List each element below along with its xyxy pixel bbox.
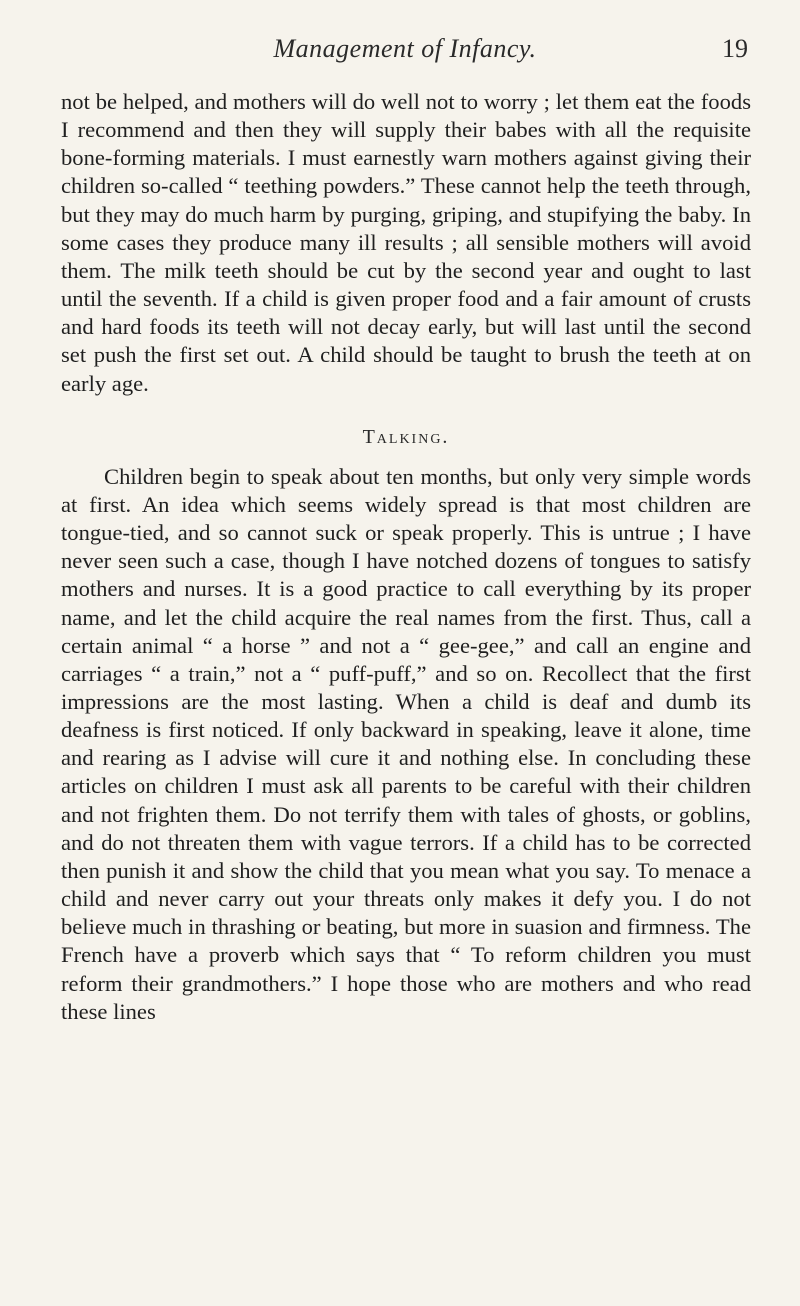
page-number: 19 bbox=[722, 34, 748, 63]
running-title: Management of Infancy. bbox=[273, 34, 537, 63]
body-text bbox=[61, 88, 751, 1026]
paragraph-teething: not be helped, and mothers will do well not to worry ; let them eat the foods I recommend and then they will supply their babes with all the requisite bone-forming materials. I must earnestly warn mothers against giving their children so-called “ teething powders.” These cannot help the teeth through, but they may do much harm by purging, griping, and stupifying the baby. In some cases they produce many ill results ; all sensible mothers will avoid them. The milk teeth should be cut by the second year and ought to last until the seventh. If a child is given proper food and a fair amount of crusts and hard foods its teeth will not decay early, but will last until the second set push the first set out. A child should be taught to brush the teeth at on early age. bbox=[61, 89, 751, 396]
running-head bbox=[60, 34, 750, 70]
section-heading: Talking. bbox=[362, 425, 450, 448]
paragraph-talking: Children begin to speak about ten months, but only very simple words at first. An idea which seems widely spread is that most children are tongue-tied, and so cannot suck or speak properly. This is untrue ; I have never seen such a case, though I have notched dozens of tongues to satisfy mothers and nurses. It is a good practice to call everything by its proper name, and let the child acquire the real names from the first. Thus, call a certain animal “ a horse ” and not a “ gee-gee,” and call an engine and carriages “ a train,” not a “ puff-puff,” and so on. Recollect that the first impressions are the most lasting. When a child is deaf and dumb its deafness is first noticed. If only backward in speaking, leave it alone, time and rearing as I advise will cure it and nothing else. In concluding these articles on children I must ask all parents to be careful with their children and not frighten them. Do not terrify them with tales of ghosts, or goblins, and do not threaten them with vague terrors. If a child has to be corrected then punish it and show the child that you mean what you say. To menace a child and never carry out your threats only makes it defy you. I do not believe much in thrashing or beating, but more in suasion and firmness. The French have a proverb which says that “ To reform children you must reform their grandmothers.” I hope those who are mothers and who read these lines bbox=[61, 463, 751, 1024]
